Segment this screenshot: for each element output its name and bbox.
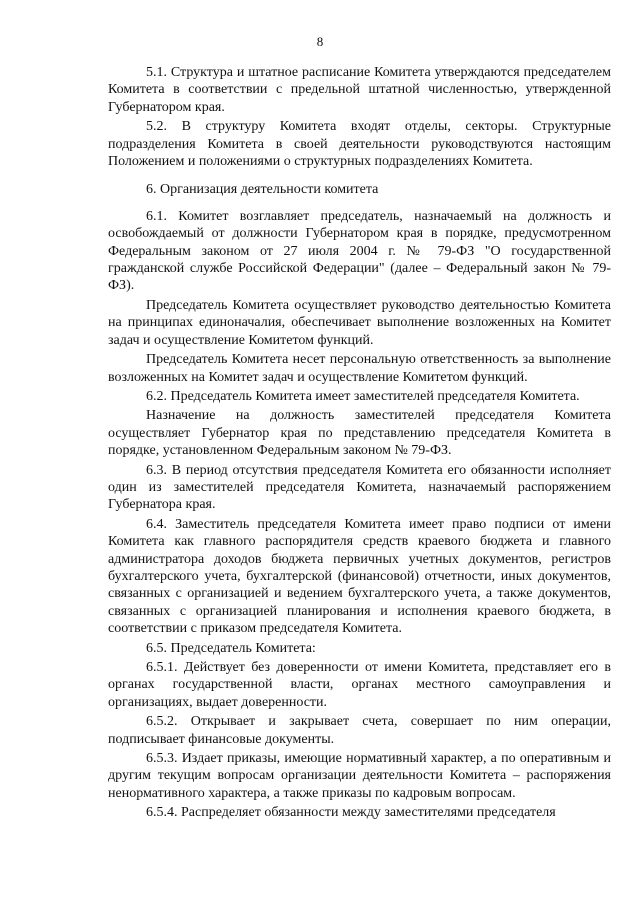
paragraph-6-1-c: Председатель Комитета несет персональную ответственность за выполнение возложенных на Комитет задач и осуществление Комитетом функций. [108,352,611,385]
paragraph-6-5-4: 6.5.4. Распределяет обязанности между заместителями председателя [146,805,556,821]
paragraph-6-3: 6.3. В период отсутствия председателя Комитета его обязанности исполняет один из заместителей председателя Комитета, назначаемый распоряжением Губернатора края. [108,462,611,513]
document-body [108,64,611,824]
section-heading-6: 6. Организация деятельности комитета [146,182,379,198]
paragraph-6-1-b: Председатель Комитета осуществляет руководство деятельностью Комитета на принципах единоначалия, обеспечивает выполнение возложенных на Комитет задач и осуществление Комитетом функций. [108,297,611,348]
paragraph-6-5-1: 6.5.1. Действует без доверенности от имени Комитета, представляет его в органах государственной власти, органах местного самоуправления и организациях, выдает доверенности. [108,660,611,710]
paragraph-6-2-b: Назначение на должность заместителей председателя Комитета осуществляет Губернатор края по представлению председателя Комитета в порядке, установленном Федеральным законом № 79-ФЗ. [108,408,611,459]
paragraph-6-4: 6.4. Заместитель председателя Комитета имеет право подписи от имени Комитета как главного распорядителя средств краевого бюджета и главного администратора доходов бюджета первичных учетных документов, регистров бухгалтерского учета, бухгалтерской (финансовой) отчетности, иных документов, связанных с организацией и ведением бухгалтерского учета, а также документов, связанных с организацией планирования и исполнения краевого бюджета, в соответствии с приказом председателя Комитета. [108,516,611,637]
paragraph-6-1: 6.1. Комитет возглавляет председатель, назначаемый на должность и освобождаемый от должности Губернатором края в порядке, предусмотренном Федеральным законом от 27 июля 2004 г. № 79-ФЗ "О государственной гражданской службе Российской Федерации" (далее – Федеральный закон № 79-ФЗ). [108,208,611,294]
paragraph-5-1: 5.1. Структура и штатное расписание Комитета утверждаются председателем Комитета в соответствии с предельной штатной численностью, утвержденной Губернатором края. [108,65,611,115]
paragraph-6-5: 6.5. Председатель Комитета: [146,640,316,656]
paragraph-6-5-3: 6.5.3. Издает приказы, имеющие нормативный характер, а по оперативным и другим текущим вопросам организации деятельности Комитета – распоряжения ненормативного характера, а также приказы по кадровым вопросам. [108,751,611,801]
page-number: 8 [316,34,324,49]
paragraph-6-2: 6.2. Председатель Комитета имеет заместителей председателя Комитета. [146,388,580,404]
paragraph-6-5-2: 6.5.2. Открывает и закрывает счета, совершает по ним операции, подписывает финансовые документы. [108,714,611,747]
paragraph-5-2: 5.2. В структуру Комитета входят отделы, секторы. Структурные подразделения Комитета в своей деятельности руководствуются настоящим Положением и положениями о структурных подразделениях Комитета. [108,119,611,170]
